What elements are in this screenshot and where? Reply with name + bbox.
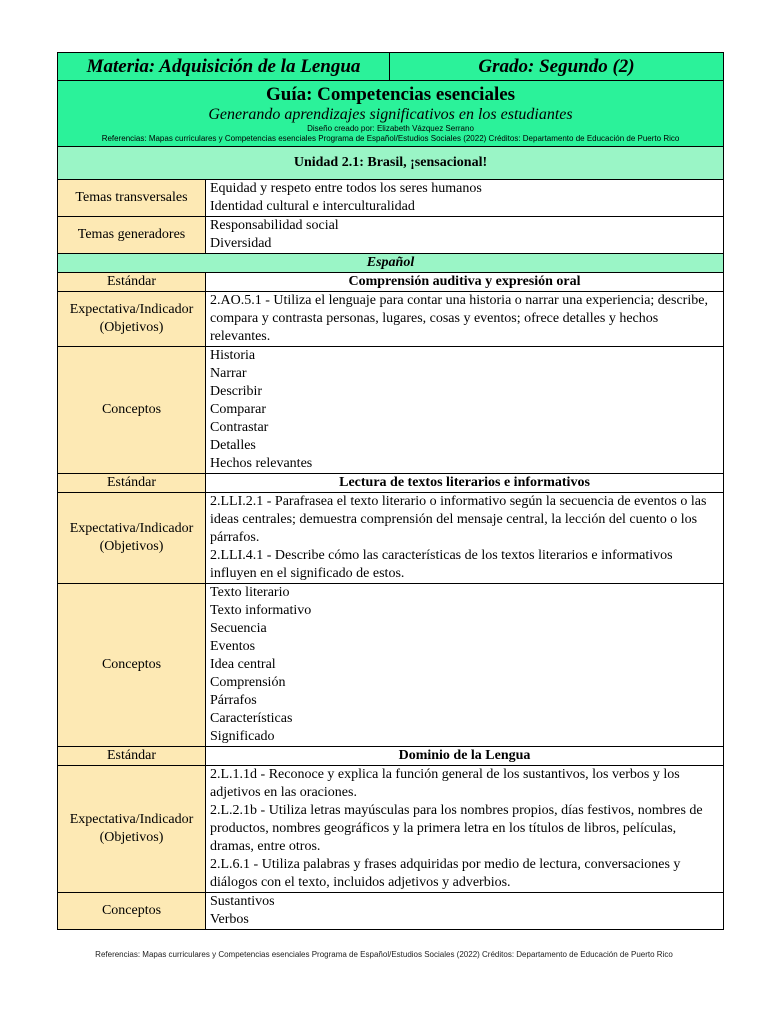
document-sheet <box>57 52 723 930</box>
area-row <box>58 254 724 273</box>
conceptos-label: Conceptos <box>58 893 206 930</box>
temas-generadores-content <box>206 217 724 254</box>
standard-title: Dominio de la Lengua <box>206 747 724 766</box>
concept-item: Sustantivos <box>210 894 275 909</box>
standard-title: Lectura de textos literarios e informativos <box>206 474 724 493</box>
temas-transversales-label: Temas transversales <box>58 180 206 217</box>
concept-item: Hechos relevantes <box>210 456 313 471</box>
guia-subtitle: Generando aprendizajes significativos en los estudiantes <box>208 106 573 123</box>
unidad-row <box>58 147 724 180</box>
guia-row <box>58 81 724 147</box>
standard-row <box>58 273 724 292</box>
concept-item: Párrafos <box>210 693 257 708</box>
expectativa-label: Expectativa/Indicador (Objetivos) <box>58 493 206 584</box>
concept-item: Significado <box>210 729 275 744</box>
concept-item: Describir <box>210 384 263 399</box>
concept-item: Características <box>210 711 293 726</box>
guia-title: Guía: Competencias esenciales <box>265 84 516 105</box>
header-row <box>58 53 724 81</box>
expectativa-row <box>58 292 724 347</box>
concept-item: Secuencia <box>210 621 267 636</box>
expectativa-row <box>58 493 724 584</box>
grado-title: Grado: Segundo (2) <box>390 53 724 81</box>
materia-title: Materia: Adquisición de la Lengua <box>58 53 390 81</box>
standard-title: Comprensión auditiva y expresión oral <box>206 273 724 292</box>
expectation-item: 2.AO.5.1 - Utiliza el lenguaje para contar una historia o narrar una experiencia; describe, compara y contrasta personas, lugares, cosas y eventos; ofrece detalles y hechos relevantes. <box>210 293 708 344</box>
conceptos-content <box>206 347 724 474</box>
guide-table <box>57 52 724 930</box>
concept-item: Narrar <box>210 366 247 381</box>
expectativa-content <box>206 292 724 347</box>
conceptos-content <box>206 584 724 747</box>
conceptos-row <box>58 584 724 747</box>
concept-item: Eventos <box>210 639 256 654</box>
concept-item: Texto informativo <box>210 603 312 618</box>
concept-item: Historia <box>210 348 256 363</box>
expectativa-content <box>206 493 724 584</box>
conceptos-label: Conceptos <box>58 584 206 747</box>
guia-cell <box>58 81 724 147</box>
unidad-title: Unidad 2.1: Brasil, ¡sensacional! <box>58 147 724 180</box>
list-item: Responsabilidad social <box>210 218 339 233</box>
expectativa-label: Expectativa/Indicador (Objetivos) <box>58 292 206 347</box>
footer-references: Referencias: Mapas curriculares y Competencias esenciales Programa de Español/Estudios Sociales (2022) Créditos: Departamento de Educación de Puerto Rico <box>95 950 673 959</box>
standard-row <box>58 747 724 766</box>
conceptos-row <box>58 347 724 474</box>
concept-item: Comparar <box>210 402 266 417</box>
expectation-item: 2.L.2.1b - Utiliza letras mayúsculas para los nombres propios, días festivos, nombres de productos, nombres geográficos y la primera letra en los títulos de libros, películas, dramas, entre otros. <box>210 803 703 854</box>
estandar-label: Estándar <box>58 747 206 766</box>
header-references: Referencias: Mapas curriculares y Competencias esenciales Programa de Español/Estudios Sociales (2022) Créditos: Departamento de Educación de Puerto Rico <box>101 134 680 143</box>
expectation-item: 2.LLI.4.1 - Describe cómo las características de los textos literarios e informativos influyen en el significado de estos. <box>210 548 673 581</box>
list-item: Diversidad <box>210 236 272 251</box>
expectation-item: 2.LLI.2.1 - Parafrasea el texto literario o informativo según la secuencia de eventos o las ideas centrales; demuestra comprensión del mensaje central, la lección del cuento o los párrafos. <box>210 494 707 545</box>
expectation-item: 2.L.1.1d - Reconoce y explica la función general de los sustantivos, los verbos y los adjetivos en las oraciones. <box>210 767 680 800</box>
concept-item: Detalles <box>210 438 256 453</box>
concept-item: Texto literario <box>210 585 290 600</box>
temas-transversales-content <box>206 180 724 217</box>
conceptos-row <box>58 893 724 930</box>
list-item: Identidad cultural e interculturalidad <box>210 199 415 214</box>
concept-item: Contrastar <box>210 420 269 435</box>
expectativa-row <box>58 766 724 893</box>
expectativa-label: Expectativa/Indicador (Objetivos) <box>58 766 206 893</box>
design-credit: Diseño creado por: Elizabeth Vázquez Serrano <box>307 124 474 133</box>
estandar-label: Estándar <box>58 273 206 292</box>
concept-item: Idea central <box>210 657 276 672</box>
area-title: Español <box>58 254 724 273</box>
concept-item: Comprensión <box>210 675 286 690</box>
conceptos-label: Conceptos <box>58 347 206 474</box>
expectation-item: 2.L.6.1 - Utiliza palabras y frases adquiridas por medio de lectura, conversaciones y diálogos con el texto, incluidos adjetivos y adverbios. <box>210 857 681 890</box>
temas-generadores-label: Temas generadores <box>58 217 206 254</box>
temas-generadores-row <box>58 217 724 254</box>
list-item: Equidad y respeto entre todos los seres humanos <box>210 181 482 196</box>
conceptos-content <box>206 893 724 930</box>
temas-transversales-row <box>58 180 724 217</box>
standard-row <box>58 474 724 493</box>
estandar-label: Estándar <box>58 474 206 493</box>
concept-item: Verbos <box>210 912 249 927</box>
expectativa-content <box>206 766 724 893</box>
